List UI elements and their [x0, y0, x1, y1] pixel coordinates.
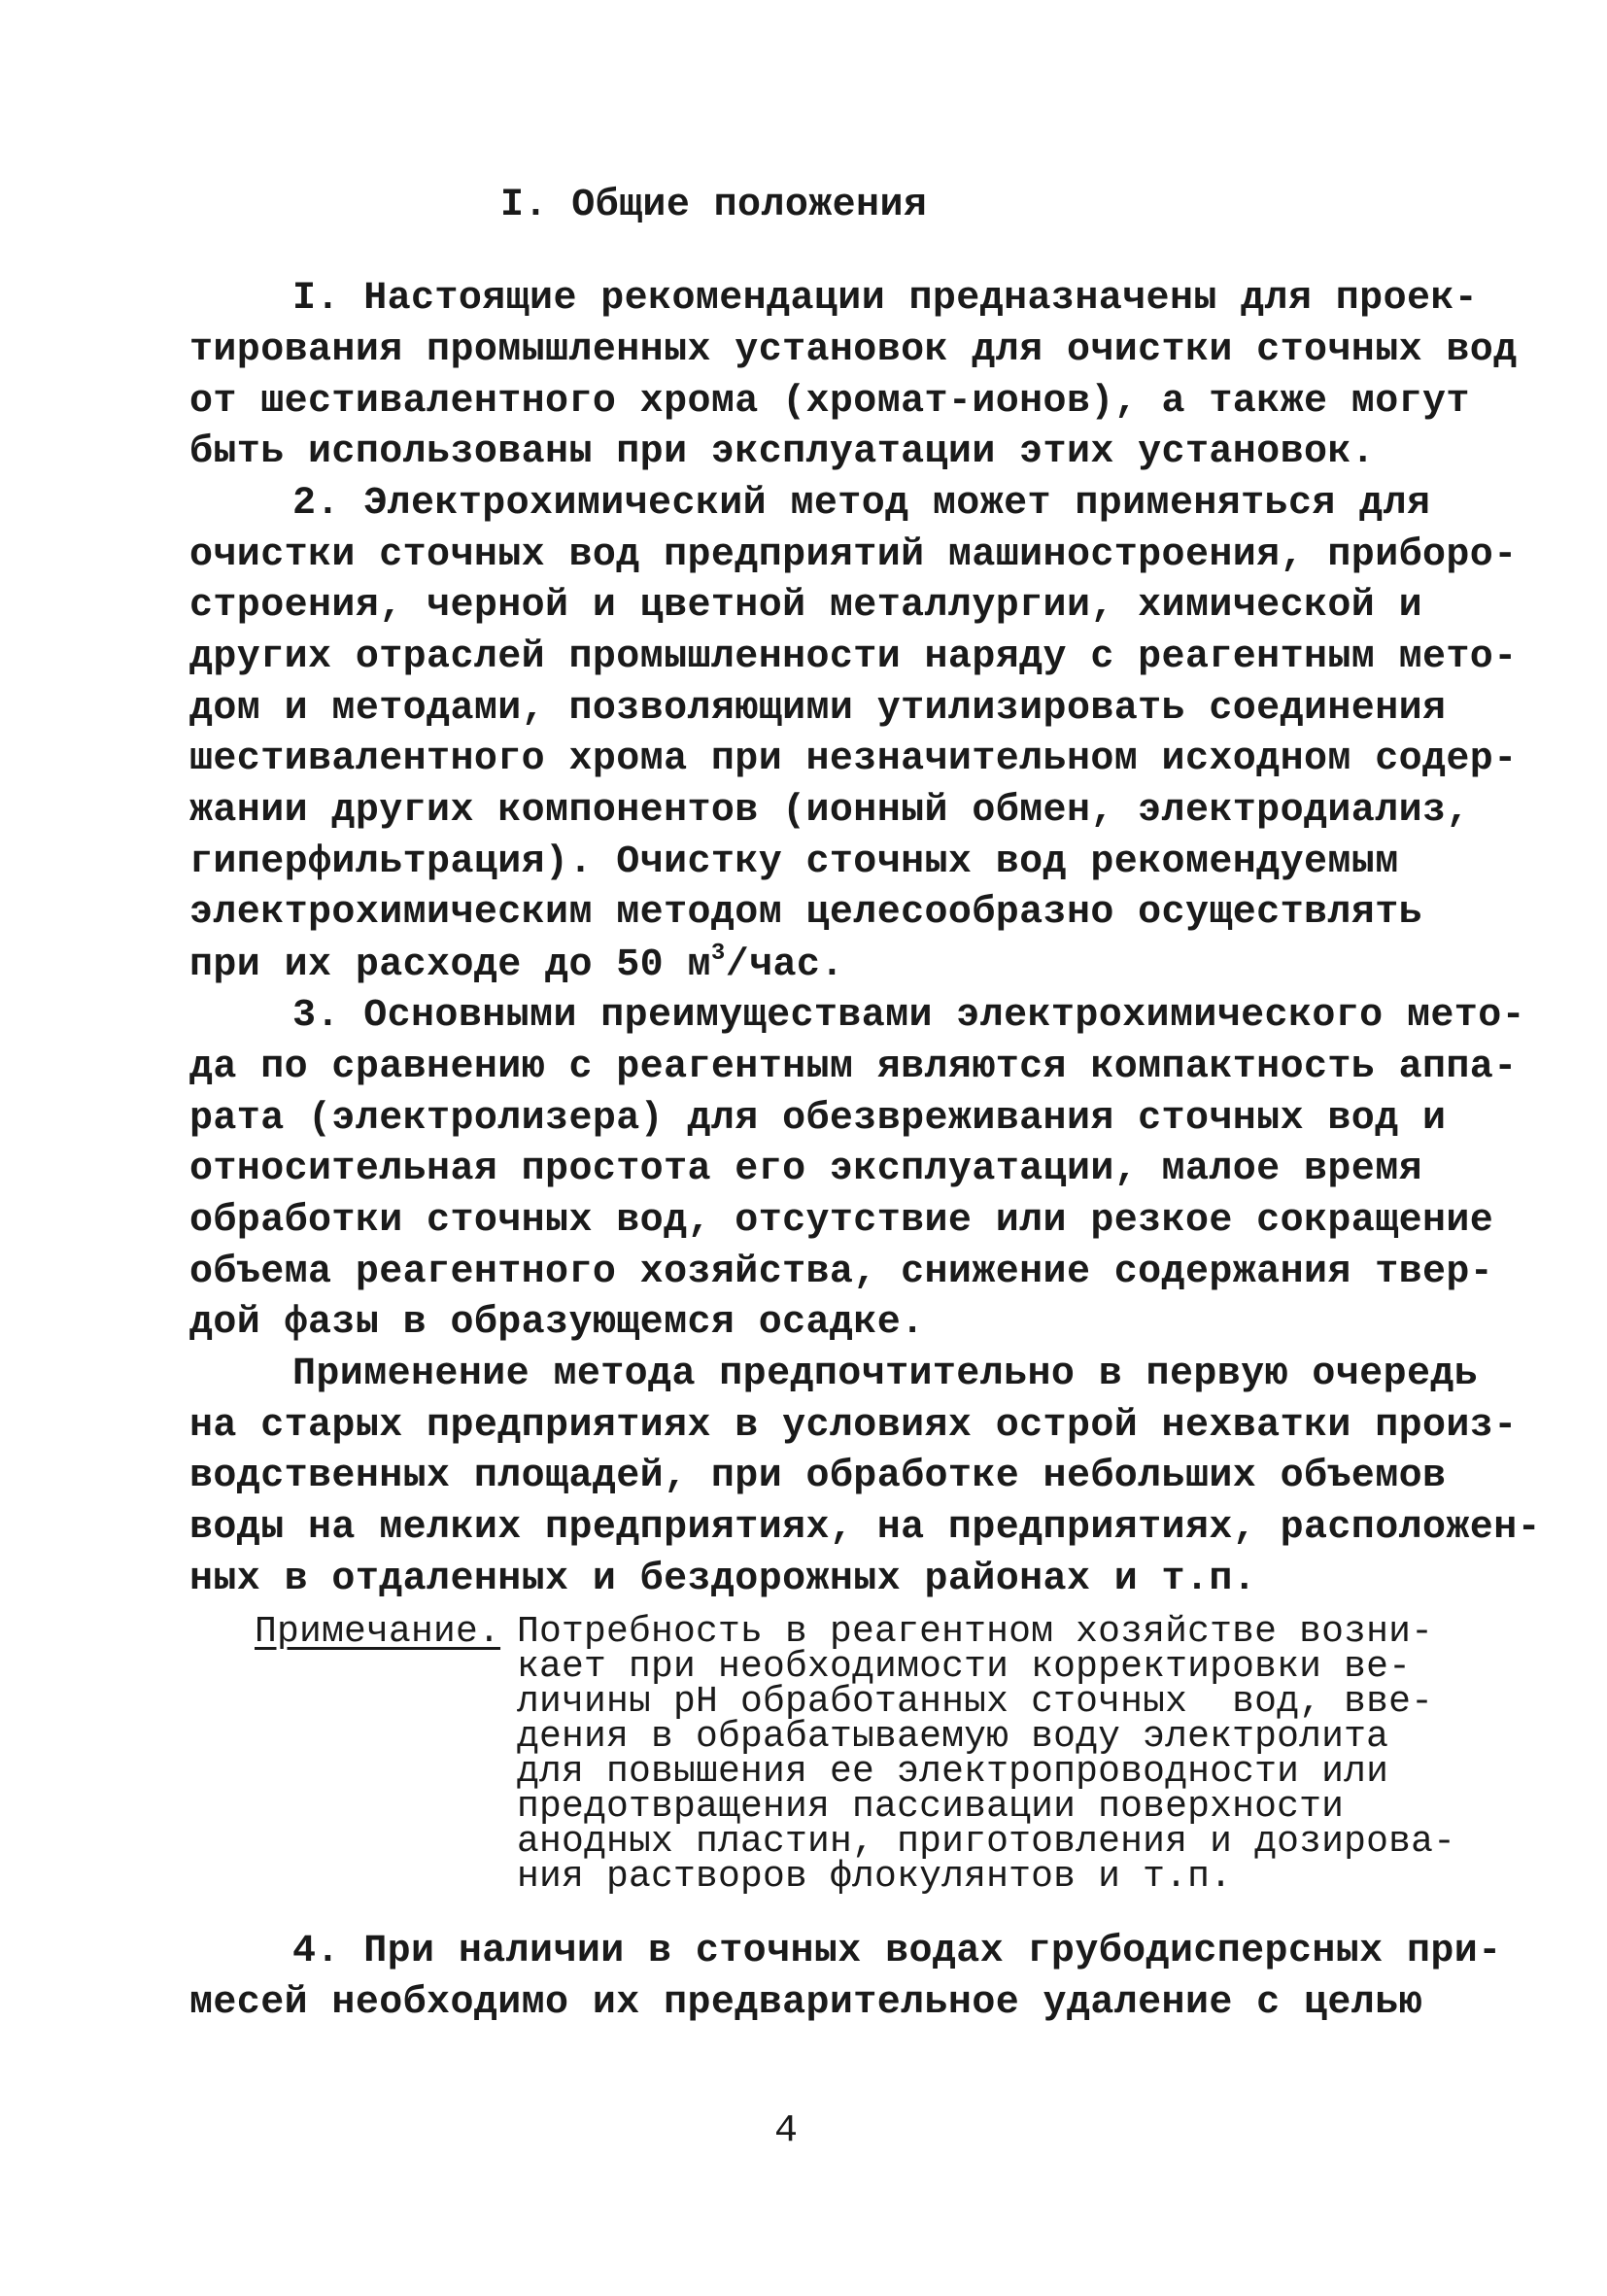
paragraph-4-line-5: ных в отдаленных и бездорожных районах и т.п. [189, 1558, 1257, 1601]
note-label: Примечание. [255, 1611, 501, 1653]
flow-rate-unit: /час. [725, 943, 844, 987]
paragraph-4-line-4: воды на мелких предприятиях, на предприятиях, расположен- [189, 1506, 1542, 1550]
paragraph-2-line-1: 2. Электрохимический метод может применяться для [292, 482, 1431, 526]
paragraph-2-line-7: жании других компонентов (ионный обмен, электродиализ, [189, 789, 1470, 833]
flow-rate-text: при их расходе до 50 м [189, 943, 711, 987]
paragraph-1-line-1: I. Настоящие рекомендации предназначены для проек- [292, 277, 1479, 321]
paragraph-1-line-2: тирования промышленных установок для очистки сточных вод [189, 328, 1518, 372]
paragraph-2-line-10 [189, 942, 844, 993]
paragraph-5-line-2: месей необходимо их предварительное удаление с целью [189, 1981, 1423, 2025]
paragraph-2-line-4: других отраслей промышленности наряду с реагентным мето- [189, 635, 1518, 679]
note-line-6: предотвращения пассивации поверхности [517, 1786, 1345, 1828]
note-line-1: Потребность в реагентном хозяйстве возни- [517, 1611, 1434, 1653]
paragraph-5-line-1: 4. При наличии в сточных водах грубодисперсных при- [292, 1930, 1502, 1973]
paragraph-3-line-7: дой фазы в образующемся осадке. [189, 1301, 925, 1345]
section-heading: I. Общие положения [500, 184, 928, 227]
paragraph-2-line-8: гиперфильтрация). Очистку сточных вод рекомендуемым [189, 840, 1399, 884]
note-line-7: анодных пластин, приготовления и дозирова- [517, 1821, 1456, 1863]
paragraph-2-line-9: электрохимическим методом целесообразно осуществлять [189, 891, 1423, 935]
note-line-2: кает при необходимости корректировки ве- [517, 1646, 1412, 1688]
cubic-superscript: 3 [710, 941, 726, 967]
paragraph-4-line-3: водственных площадей, при обработке небольших объемов [189, 1455, 1447, 1498]
paragraph-2-line-5: дом и методами, позволяющими утилизировать соединения [189, 687, 1447, 731]
paragraph-3-line-2: да по сравнению с реагентным являются компактность аппа- [189, 1045, 1518, 1089]
paragraph-3-line-4: относительная простота его эксплуатации, малое время [189, 1148, 1423, 1191]
paragraph-3-line-3: рата (электролизера) для обезвреживания сточных вод и [189, 1097, 1447, 1141]
page-number: 4 [774, 2109, 799, 2153]
paragraph-2-line-3: строения, черной и цветной металлургии, химической и [189, 584, 1423, 628]
paragraph-3-line-6: объема реагентного хозяйства, снижение содержания твер- [189, 1251, 1494, 1294]
note-line-4: дения в обрабатываемую воду электролита [517, 1716, 1389, 1758]
paragraph-3-line-1: 3. Основными преимуществами электрохимического мето- [292, 994, 1526, 1038]
paragraph-1-line-3: от шестивалентного хрома (хромат-ионов), а также могут [189, 380, 1470, 424]
note-line-8: ния растворов флокулянтов и т.п. [517, 1856, 1233, 1898]
paragraph-3-line-5: обработки сточных вод, отсутствие или резкое сокращение [189, 1199, 1494, 1243]
paragraph-4-line-2: на старых предприятиях в условиях острой нехватки произ- [189, 1404, 1518, 1448]
paragraph-2-line-2: очистки сточных вод предприятий машиностроения, приборо- [189, 533, 1518, 577]
note-line-3: личины рН обработанных сточных вод, вве- [517, 1681, 1434, 1723]
paragraph-4-line-1: Применение метода предпочтительно в первую очередь [292, 1353, 1479, 1396]
note-line-5: для повышения ее электропроводности или [517, 1751, 1389, 1793]
paragraph-1-line-4: быть использованы при эксплуатации этих установок. [189, 430, 1376, 474]
paragraph-2-line-6: шестивалентного хрома при незначительном исходном содер- [189, 737, 1518, 781]
